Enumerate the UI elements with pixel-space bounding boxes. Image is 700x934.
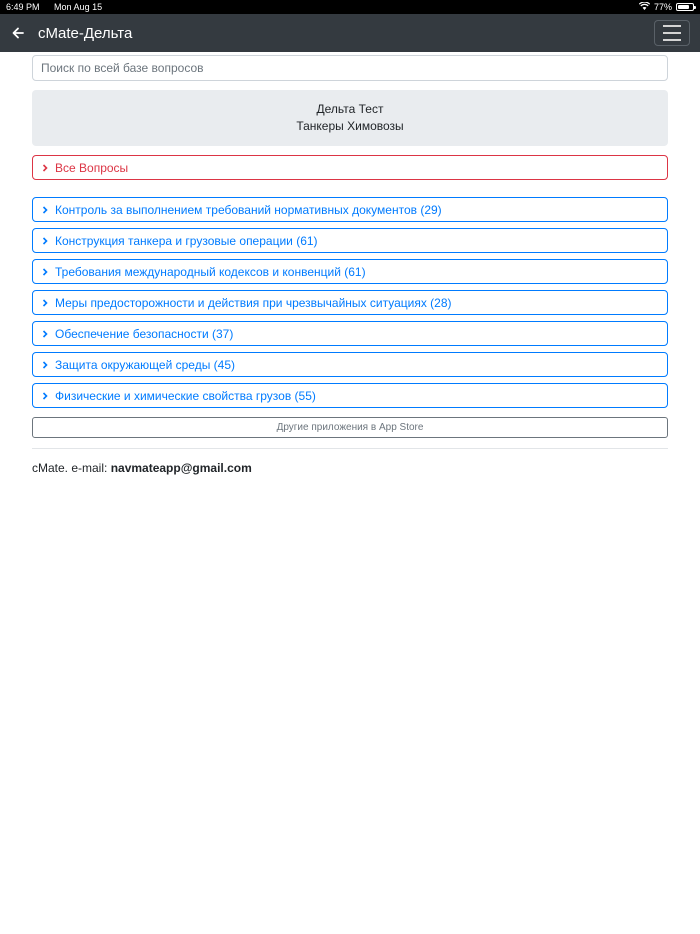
category-label: Меры предосторожности и действия при чрезвычайных ситуациях (28) — [55, 295, 452, 310]
category-item[interactable] — [32, 197, 668, 222]
search-input[interactable] — [32, 55, 668, 81]
battery-icon — [676, 3, 694, 11]
category-label: Контроль за выполнением требований нормативных документов (29) — [55, 202, 442, 217]
menu-bar — [663, 39, 681, 41]
back-arrow-icon[interactable] — [10, 25, 26, 41]
battery-level-fill — [678, 5, 689, 9]
footer — [32, 461, 668, 475]
navbar — [0, 14, 700, 52]
main-content — [32, 55, 668, 475]
all-questions-button[interactable] — [32, 155, 668, 180]
category-label: Защита окружающей среды (45) — [55, 357, 235, 372]
category-item[interactable] — [32, 259, 668, 284]
chevron-right-icon — [41, 206, 49, 214]
category-item[interactable] — [32, 321, 668, 346]
test-title: Дельта Тест — [316, 102, 384, 116]
chevron-right-icon — [41, 392, 49, 400]
menu-bar — [663, 32, 681, 34]
divider — [32, 448, 668, 449]
app-store-button[interactable]: Другие приложения в App Store — [32, 417, 668, 438]
test-subtitle: Танкеры Химовозы — [296, 119, 404, 133]
category-label: Физические и химические свойства грузов (55) — [55, 388, 316, 403]
chevron-right-icon — [41, 237, 49, 245]
category-item[interactable] — [32, 352, 668, 377]
footer-prefix: cMate. e-mail: — [32, 461, 111, 475]
chevron-right-icon — [41, 330, 49, 338]
test-header-card — [32, 90, 668, 146]
app-title: cMate-Дельта — [38, 24, 133, 42]
status-left — [6, 2, 114, 12]
menu-bar — [663, 25, 681, 27]
status-bar — [0, 0, 700, 14]
category-label: Требования международный кодексов и конвенций (61) — [55, 264, 366, 279]
category-item[interactable] — [32, 228, 668, 253]
category-list — [32, 197, 668, 408]
battery-percent: 77% — [653, 2, 672, 12]
status-date: Mon Aug 15 — [54, 2, 103, 12]
category-item[interactable] — [32, 383, 668, 408]
status-time: 6:49 PM — [6, 2, 40, 12]
chevron-right-icon — [41, 268, 49, 276]
all-questions-label: Все Вопросы — [55, 160, 129, 175]
chevron-right-icon — [41, 164, 49, 172]
footer-email-link[interactable]: navmateapp@gmail.com — [110, 461, 252, 475]
hamburger-menu-button[interactable] — [654, 20, 690, 46]
status-right — [639, 2, 694, 12]
category-label: Обеспечение безопасности (37) — [55, 326, 234, 341]
chevron-right-icon — [41, 299, 49, 307]
category-item[interactable] — [32, 290, 668, 315]
chevron-right-icon — [41, 361, 49, 369]
category-label: Конструкция танкера и грузовые операции (61) — [55, 233, 318, 248]
wifi-icon — [639, 2, 650, 12]
